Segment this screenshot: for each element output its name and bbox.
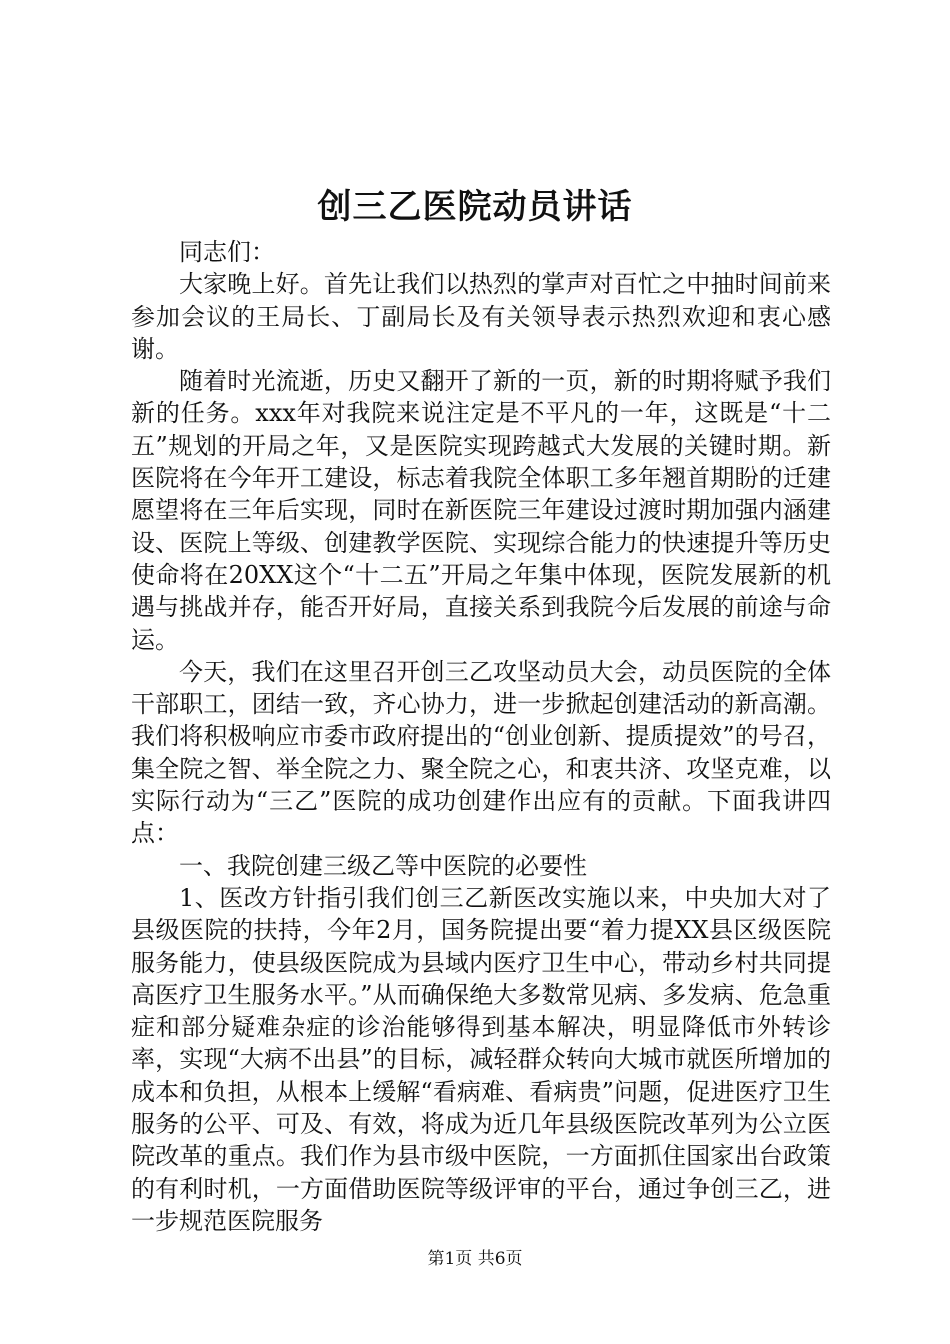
- purpose-paragraph: 今天，我们在这里召开创三乙攻坚动员大会，动员医院的全体干部职工，团结一致，齐心协力，进一步掀起创建活动的新高潮。我们将积极响应市委市政府提出的“创业创新、提质提效”的号召，集全院之智、举全院之力、聚全院之心，和衷共济、攻坚克难，以实际行动为“三乙”医院的成功创建作出应有的贡献。下面我讲四点：: [131, 657, 831, 848]
- greeting-paragraph: 大家晚上好。首先让我们以热烈的掌声对百忙之中抽时间前来参加会议的王局长、丁副局长及有关领导表示热烈欢迎和衷心感谢。: [131, 270, 831, 363]
- background-paragraph: 随着时光流逝，历史又翻开了新的一页，新的时期将赋予我们新的任务。xxx年对我院来说注定是不平凡的一年，这既是“十二五”规划的开局之年，又是医院实现跨越式大发展的关键时期。新医院将在今年开工建设，标志着我院全体职工多年翘首期盼的迁建愿望将在三年后实现，同时在新医院三年建设过渡时期加强内涵建设、医院上等级、创建教学医院、实现综合能力的快速提升等历史使命将在20XX这个“十二五”开局之年集中体现，医院发展新的机遇与挑战并存，能否开好局，直接关系到我院今后发展的前途与命运。: [131, 367, 831, 654]
- document-body: [131, 236, 831, 1237]
- subsection-paragraph: 1、医改方针指引我们创三乙新医改实施以来，中央加大对了县级医院的扶持，今年2月，国务院提出要“着力提XX县区级医院服务能力，使县级医院成为县域内医疗卫生中心，带动乡村共同提高医疗卫生服务水平。”从而确保绝大多数常见病、多发病、危急重症和部分疑难杂症的诊治能够得到基本解决，明显降低市外转诊率，实现“大病不出县”的目标，减轻群众转向大城市就医所增加的成本和负担，从根本上缓解“看病难、看病贵”问题，促进医疗卫生服务的公平、可及、有效，将成为近几年县级医院改革列为公立医院改革的重点。我们作为县市级中医院，一方面抓住国家出台政策的有利时机，一方面借助医院等级评审的平台，通过争创三乙，进一步规范医院服务: [131, 883, 831, 1235]
- salutation-paragraph: 同志们：: [179, 238, 275, 266]
- page-indicator: 第1页 共6页: [427, 1249, 523, 1269]
- section-heading: 一、我院创建三级乙等中医院的必要性: [179, 851, 587, 880]
- document-title: 创三乙医院动员讲话: [317, 187, 633, 227]
